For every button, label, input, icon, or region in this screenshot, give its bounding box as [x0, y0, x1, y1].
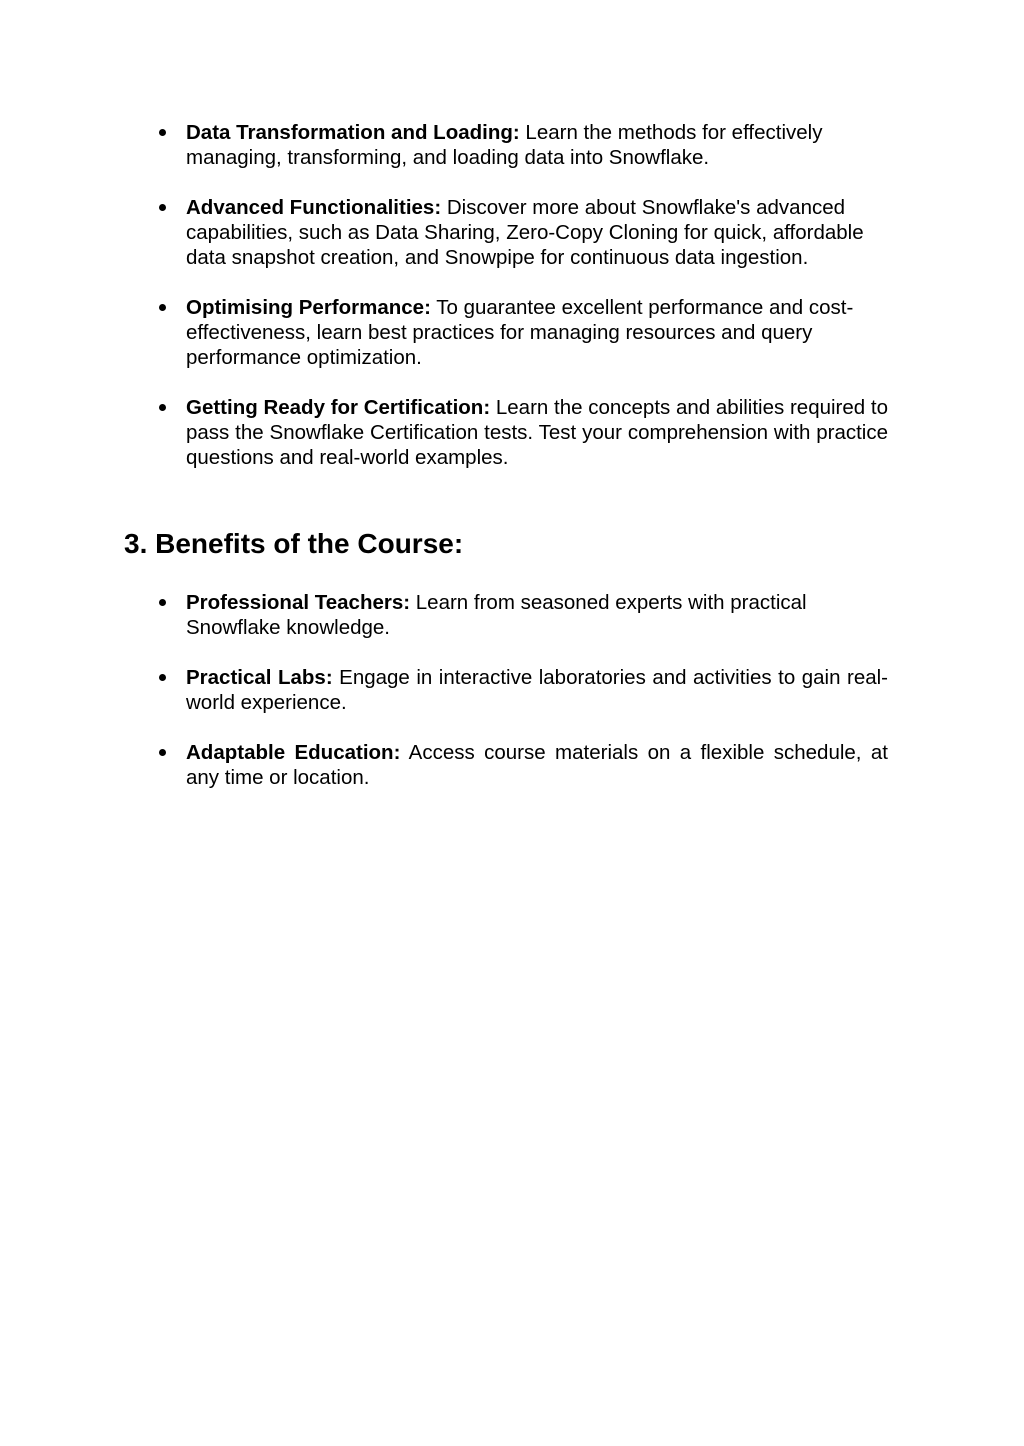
bullet-icon	[159, 674, 166, 681]
list-item	[186, 120, 888, 170]
list-item	[186, 740, 888, 790]
list-item	[186, 590, 888, 640]
list-item-text: Learn the methods for effectively managing, transforming, and loading data into Snowflake.	[186, 121, 823, 169]
list-item-label: Adaptable Education:	[186, 741, 401, 764]
list-item-label: Optimising Performance:	[186, 296, 431, 319]
list-item-label: Practical Labs:	[186, 666, 333, 689]
bullet-icon	[159, 304, 166, 311]
bullet-icon	[159, 404, 166, 411]
list-item	[186, 295, 888, 370]
list-item-text: Discover more about Snowflake's advanced capabilities, such as Data Sharing, Zero-Copy Cloning for quick, affordable data snapshot creation, and Snowpipe for continuous data ingestion.	[186, 196, 864, 269]
list-item-text: Learn from seasoned experts with practical Snowflake knowledge.	[186, 591, 807, 639]
bullet-icon	[159, 599, 166, 606]
list-item-text: Learn the concepts and abilities required to pass the Snowflake Certification tests. Test your comprehension with practice questions and real-world examples.	[186, 396, 888, 469]
list-item-label: Advanced Functionalities:	[186, 196, 442, 219]
bullet-icon	[159, 129, 166, 136]
benefits-list	[186, 590, 888, 790]
list-item-text: To guarantee excellent performance and cost-effectiveness, learn best practices for managing resources and query performance optimization.	[186, 296, 854, 369]
document-content	[124, 0, 889, 790]
course-topics-list	[186, 120, 888, 470]
list-item	[186, 395, 888, 470]
bullet-icon	[159, 749, 166, 756]
list-item-label: Data Transformation and Loading:	[186, 121, 520, 144]
list-item-text: Access course materials on a flexible schedule, at any time or location.	[186, 741, 888, 789]
list-item-label: Professional Teachers:	[186, 591, 411, 614]
bullet-icon	[159, 204, 166, 211]
list-item	[186, 195, 888, 270]
benefits-section-heading: 3. Benefits of the Course:	[124, 528, 464, 559]
list-item	[186, 665, 888, 715]
list-item-text: Engage in interactive laboratories and activities to gain real-world experience.	[186, 666, 889, 714]
list-item-label: Getting Ready for Certification:	[186, 396, 491, 419]
